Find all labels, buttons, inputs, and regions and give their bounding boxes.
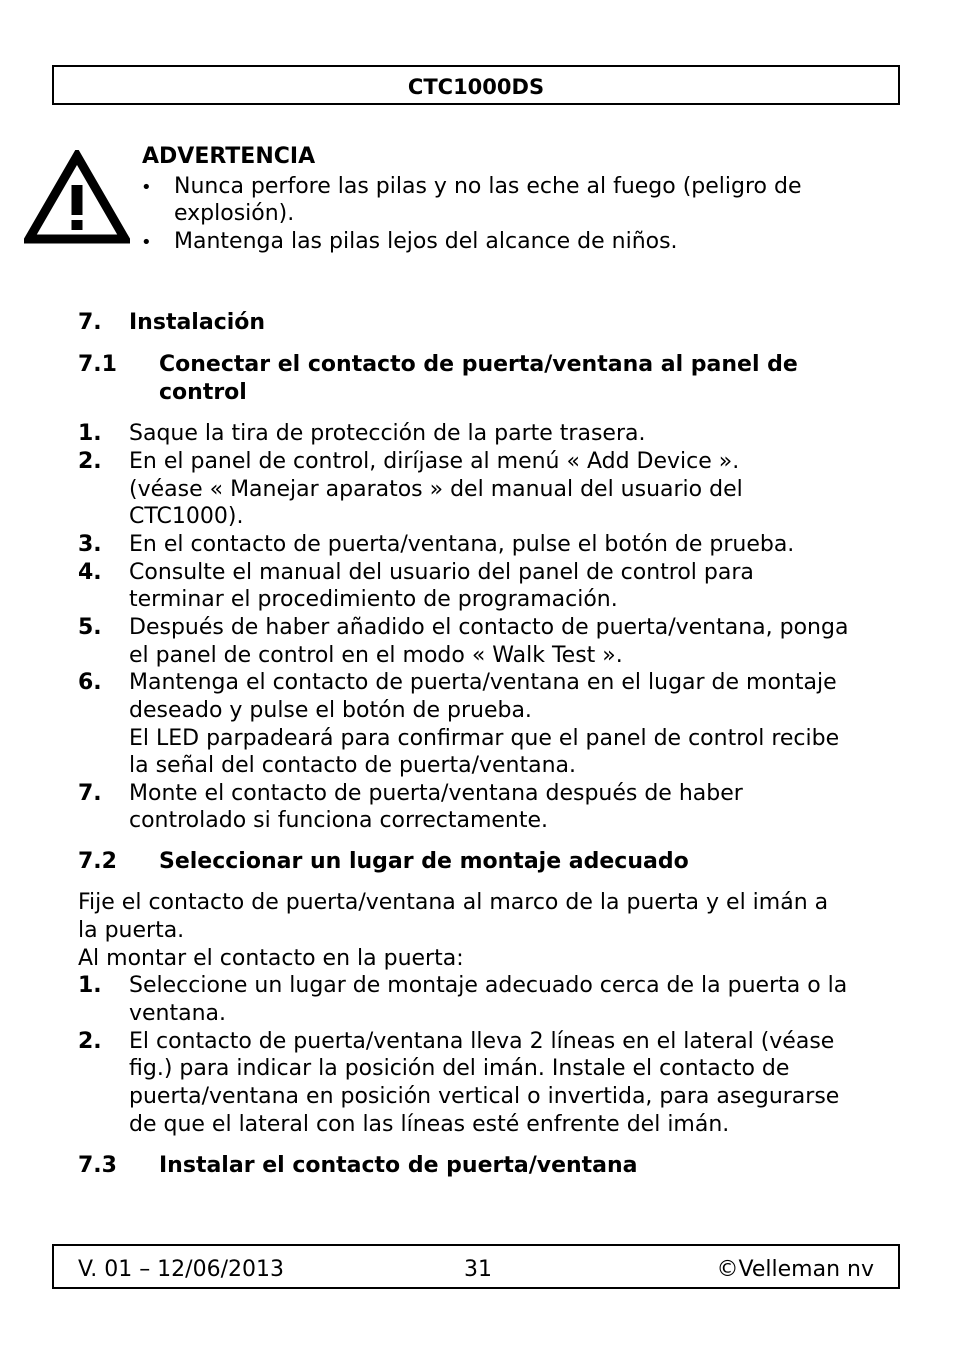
step-number: 1. bbox=[78, 421, 102, 446]
step-text: puerta/ventana en posición vertical o invertida, para asegurarse bbox=[129, 1084, 840, 1109]
step-text: el panel de control en el modo « Walk Test ». bbox=[129, 643, 623, 668]
bullet-dot: • bbox=[141, 232, 152, 253]
warning-bullet-1-line-1: Nunca perfore las pilas y no las eche al fuego (peligro de bbox=[174, 174, 802, 199]
step-text: Saque la tira de protección de la parte trasera. bbox=[129, 421, 646, 446]
section-7-number: 7. bbox=[78, 310, 102, 335]
section-7-2-number: 7.2 bbox=[78, 849, 117, 874]
step-text: ventana. bbox=[129, 1001, 227, 1026]
step-text: En el panel de control, diríjase al menú « Add Device ». bbox=[129, 449, 740, 474]
step-text: la señal del contacto de puerta/ventana. bbox=[129, 753, 577, 778]
page-footer bbox=[52, 1244, 900, 1289]
paragraph-line: Al montar el contacto en la puerta: bbox=[78, 946, 464, 971]
step-number: 3. bbox=[78, 532, 102, 557]
step-text: controlado si funciona correctamente. bbox=[129, 808, 549, 833]
step-text: deseado y pulse el botón de prueba. bbox=[129, 698, 532, 723]
document-version: V. 01 – 12/06/2013 bbox=[78, 1257, 284, 1282]
step-number: 7. bbox=[78, 781, 102, 806]
step-number: 5. bbox=[78, 615, 102, 640]
section-7-3-title: Instalar el contacto de puerta/ventana bbox=[159, 1153, 638, 1178]
section-7-title: Instalación bbox=[129, 310, 266, 335]
step-text: fig.) para indicar la posición del imán. Instale el contacto de bbox=[129, 1056, 790, 1081]
warning-triangle-icon bbox=[24, 150, 130, 246]
warning-title: ADVERTENCIA bbox=[142, 144, 316, 169]
step-number: 6. bbox=[78, 670, 102, 695]
step-text: Seleccione un lugar de montaje adecuado cerca de la puerta o la bbox=[129, 973, 848, 998]
page-number: 31 bbox=[464, 1257, 492, 1282]
step-number: 2. bbox=[78, 1029, 102, 1054]
step-text: (véase « Manejar aparatos » del manual del usuario del bbox=[129, 477, 743, 502]
section-7-1-title-line-2: control bbox=[159, 380, 247, 405]
section-7-3-number: 7.3 bbox=[78, 1153, 117, 1178]
step-text: El LED parpadeará para confirmar que el panel de control recibe bbox=[129, 726, 840, 751]
page-header bbox=[52, 65, 900, 105]
section-7-2-title: Seleccionar un lugar de montaje adecuado bbox=[159, 849, 689, 874]
bullet-dot: • bbox=[141, 177, 152, 198]
section-7-1-title-line-1: Conectar el contacto de puerta/ventana al panel de bbox=[159, 352, 798, 377]
step-text: terminar el procedimiento de programación. bbox=[129, 587, 618, 612]
step-number: 1. bbox=[78, 973, 102, 998]
paragraph-line: la puerta. bbox=[78, 918, 185, 943]
step-text: En el contacto de puerta/ventana, pulse el botón de prueba. bbox=[129, 532, 795, 557]
step-text: El contacto de puerta/ventana lleva 2 líneas en el lateral (véase bbox=[129, 1029, 835, 1054]
step-number: 4. bbox=[78, 560, 102, 585]
step-number: 2. bbox=[78, 449, 102, 474]
step-text: CTC1000). bbox=[129, 504, 244, 529]
step-text: Monte el contacto de puerta/ventana después de haber bbox=[129, 781, 743, 806]
step-text: de que el lateral con las líneas esté enfrente del imán. bbox=[129, 1112, 730, 1137]
step-text: Consulte el manual del usuario del panel de control para bbox=[129, 560, 754, 585]
model-title: CTC1000DS bbox=[407, 75, 545, 99]
warning-bullet-2-line-1: Mantenga las pilas lejos del alcance de niños. bbox=[174, 229, 678, 254]
section-7-1-number: 7.1 bbox=[78, 352, 117, 377]
step-text: Mantenga el contacto de puerta/ventana en el lugar de montaje bbox=[129, 670, 837, 695]
copyright: ©Velleman nv bbox=[716, 1257, 874, 1282]
paragraph-line: Fije el contacto de puerta/ventana al marco de la puerta y el imán a bbox=[78, 890, 829, 915]
step-text: Después de haber añadido el contacto de puerta/ventana, ponga bbox=[129, 615, 849, 640]
warning-bullet-1-line-2: explosión). bbox=[174, 201, 295, 226]
